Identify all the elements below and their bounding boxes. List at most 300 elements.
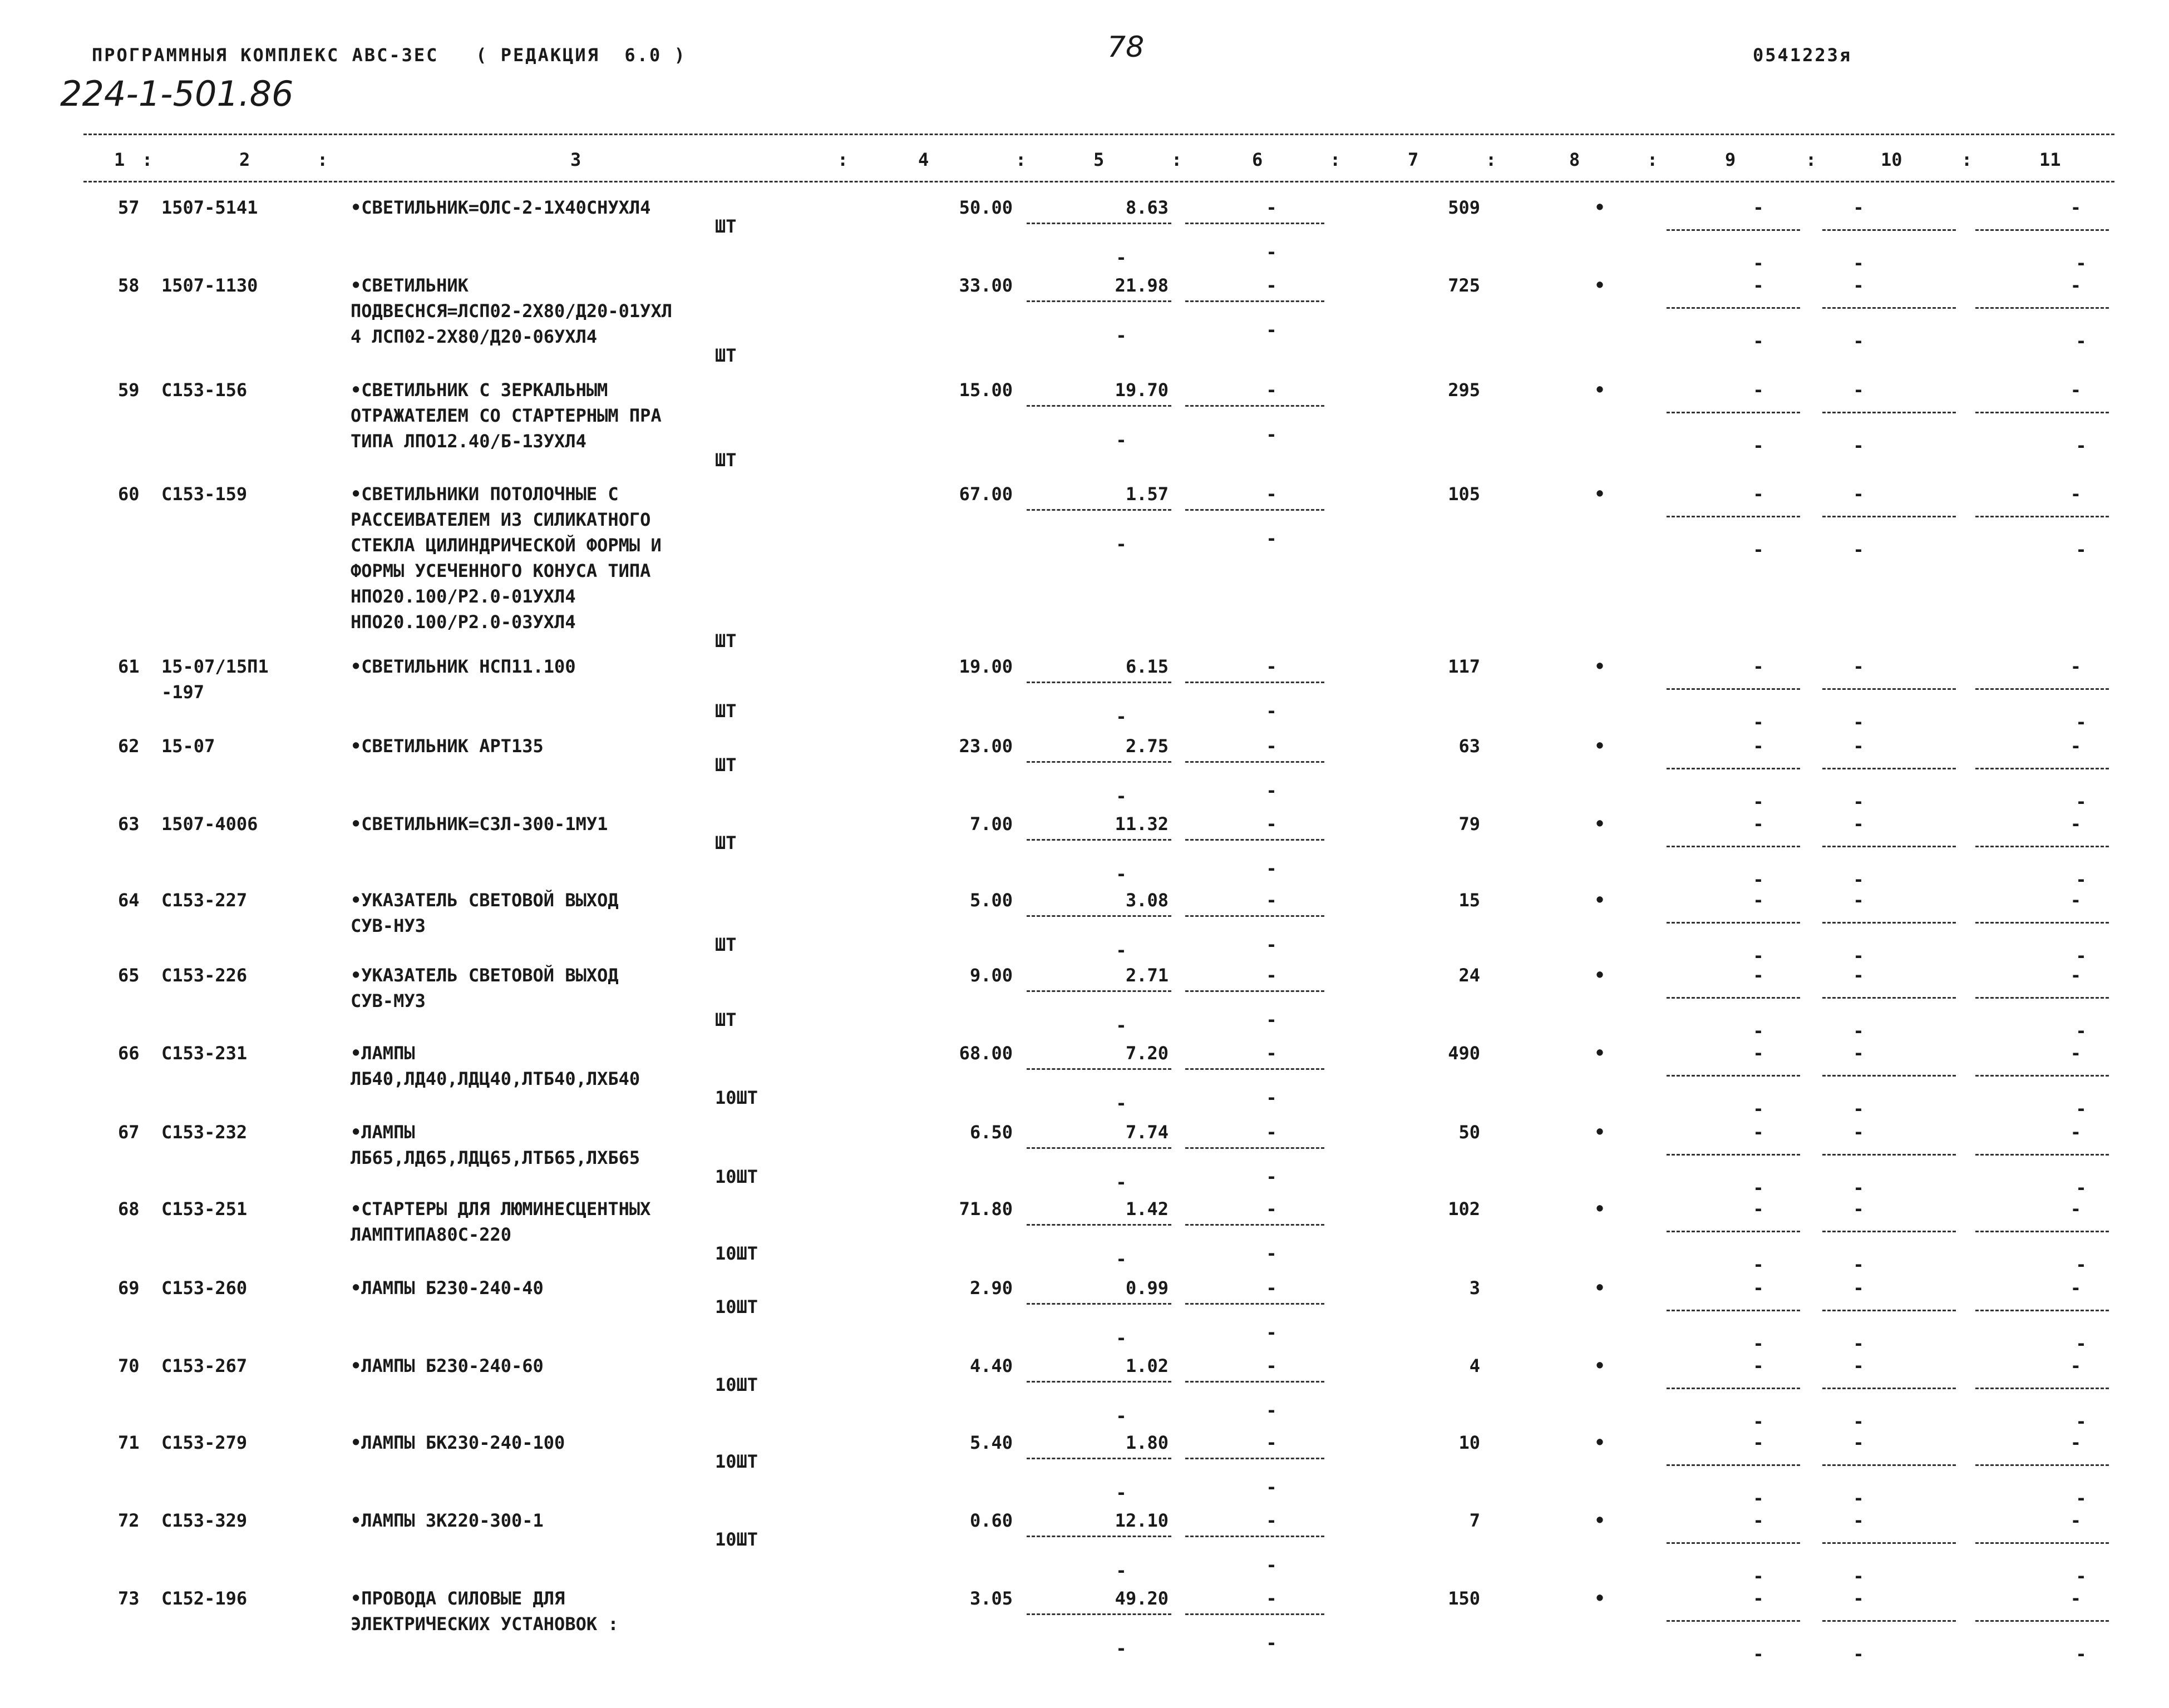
sub-dash: - [1853, 1020, 1864, 1041]
cell-c5: 7.74 [1125, 1122, 1169, 1143]
cell-c5: 2.71 [1125, 965, 1169, 986]
table-top-border [83, 134, 2114, 135]
cell-c7: 295 [1448, 379, 1480, 401]
sub-dash: - [2076, 435, 2087, 456]
sub-dash: - [1853, 1098, 1864, 1119]
cell-c9: - [1753, 813, 1764, 835]
cell-c5: 11.32 [1115, 813, 1169, 835]
row-separator [1185, 1224, 1324, 1226]
item-name: •СТАРТЕРЫ ДЛЯ ЛЮМИНЕСЦЕНТНЫХ [351, 1198, 651, 1220]
row-separator [1185, 990, 1324, 992]
row-separator [1667, 1620, 1800, 1622]
cell-c6: - [1266, 1122, 1277, 1143]
unit-label: ШТ [715, 216, 737, 237]
cell-c4: 3.05 [969, 1588, 1013, 1609]
row-separator [1667, 1154, 1800, 1156]
sub-dash: - [2076, 253, 2087, 274]
cell-c10: - [1853, 890, 1864, 911]
cell-c6: - [1266, 1588, 1277, 1609]
cell-c5: 2.75 [1125, 735, 1169, 757]
row-number: 61 [118, 656, 140, 677]
row-separator [1667, 307, 1800, 309]
row-separator [1975, 229, 2109, 231]
cell-c6: - [1266, 890, 1277, 911]
row-separator [1975, 1154, 2109, 1156]
sub-dash: - [2076, 712, 2087, 733]
document-page: ПРОГРАММНЫЯ КОМПЛЕКС АВС-ЗЕС ( РЕДАКЦИЯ 6.0 ) 78 0541223я 224-1-501.86 1 : 2 : 3 : 4 : 5 : 6 : 7 : 8 : 9 : 10 : 11 57 1507-5141 •СВЕТИЛЬНИК=ОЛС-2-1Х40СНУХЛ4 ШТ 50.00 8.63 - 509 • - - - - - - - - 58 1507-1130 •СВЕТИЛЬНИК ПОДВЕСНСЯ=ЛСП02-2Х80/Д20-01УХЛ 4 ЛСП02-2Х80/Д20-06УХЛ4 ШТ 33.00 21.98 - 725 • - - - - - - - - 59 С153-156 •СВЕТИЛЬНИК С ЗЕРКАЛЬНЫМ ОТРАЖАТЕЛЕМ СО СТАРТЕРНЫМ ПРА ТИПА ЛПО12.40/Б-13УХЛ4 ШТ 15.00 19.70 - 295 • - - - - - - - - 60 С153-159 •СВЕТИЛЬНИКИ ПОТОЛОЧНЫЕ С РАССЕИВАТЕЛЕМ ИЗ СИЛИКАТНОГО СТЕКЛА ЦИЛИНДРИЧЕСКОЙ ФОРМЫ И ФОРМЫ УСЕЧЕННОГО КОНУСА ТИПА НПО20.100/Р2.0-01УХЛ4 НПО20.100/Р2.0-03УХЛ4 ШТ 67.00 1.57 - 105 • - - - - - - - - 61 15-07/15П1 -197 •СВЕТИЛЬНИК НСП11.100 ШТ 19.00 6.15 - 117 • - - - - - - - - 62 15-07 •СВЕТИЛЬНИК АРТ135 ШТ 23.00 2.75 - 63 • - - - - - - - - 63 1507-4006 •СВЕТИЛЬНИК=С3Л-300-1МУ1 ШТ 7.00 11.32 - 79 • - - - - - - - - 64 С153-227 •УКАЗАТЕЛЬ СВЕТОВОЙ ВЫХОД СУВ-НУЗ ШТ 5.00 3.08 - 15 • - - - - - - - - 65 С153-226 •УКАЗАТЕЛЬ СВЕТОВОЙ ВЫХОД СУВ-МУЗ ШТ 9.00 2.71 - 24 • - - - - - - - - 66 С153-231 •ЛАМПЫ ЛБ40,ЛД40,ЛДЦ40,ЛТБ40,ЛХБ40 10ШТ 68.00 7.20 - 490 • - - - - - - - - 67 С153-232 •ЛАМПЫ ЛБ65,ЛД65,ЛДЦ65,ЛТБ65,ЛХБ65 10ШТ 6.50 7.74 - 50 • - - - - - - - - 68 С153-251 •СТАРТЕРЫ ДЛЯ ЛЮМИНЕСЦЕНТНЫХ ЛАМПТИПА80С-220 10ШТ 71.80 1.42 - 102 • - - - - - - - - 69 С153-260 •ЛАМПЫ Б230-240-40 10ШТ 2.90 0.99 - 3 • - - - - - - - - 70 С153-267 •ЛАМПЫ Б230-240-60 10ШТ 4.40 1.02 - 4 • - - - - - - - - 71 С153-279 •ЛАМПЫ БК230-240-100 10ШТ 5.40 1.80 - 10 • - - - - - - - - 72 С153-329 •ЛАМПЫ ЗК220-300-1 10ШТ 0.60 12.10 - 7 • - - - - - - - - 73 С152-196 •ПРОВОДА СИЛОВЫЕ ДЛЯ ЭЛЕКТРИЧЕСКИХ УСТАНОВОК : 3.05 49.20 - 150 • - - - - - - - - [0, 0, 2169, 1708]
sub-dash: - [1853, 1488, 1864, 1509]
cell-c8: • [1594, 965, 1605, 986]
sub-dash: - [1116, 1093, 1127, 1114]
row-number: 63 [118, 813, 140, 835]
item-name: •СВЕТИЛЬНИК АРТ135 [351, 735, 544, 757]
cell-c7: 490 [1448, 1043, 1480, 1064]
row-separator [1822, 412, 1956, 413]
column-header: 2 [239, 149, 250, 170]
row-separator [1667, 1075, 1800, 1077]
sub-dash: - [1853, 1411, 1864, 1432]
cell-c6: - [1266, 1043, 1277, 1064]
program-title: ПРОГРАММНЫЯ КОМПЛЕКС АВС-ЗЕС ( РЕДАКЦИЯ 6.0 ) [92, 45, 687, 66]
item-name: ЛБ65,ЛД65,ЛДЦ65,ЛТБ65,ЛХБ65 [351, 1147, 640, 1168]
sub-dash: - [1853, 539, 1864, 560]
cell-c4: 5.40 [969, 1432, 1013, 1453]
column-header: 8 [1569, 149, 1580, 170]
row-separator [1027, 223, 1171, 224]
item-name: ФОРМЫ УСЕЧЕННОГО КОНУСА ТИПА [351, 560, 651, 581]
item-code: С153-267 [161, 1355, 248, 1376]
column-header: 6 [1252, 149, 1263, 170]
cell-c10: - [1853, 813, 1864, 835]
row-separator [1822, 1542, 1956, 1544]
row-separator [1027, 839, 1171, 841]
cell-c5: 12.10 [1115, 1510, 1169, 1531]
sub-dash: - [1116, 863, 1127, 885]
sub-dash: - [1266, 1009, 1277, 1030]
column-header: 11 [2039, 149, 2061, 170]
cell-c8: • [1594, 483, 1605, 505]
row-separator [1185, 1458, 1324, 1459]
item-code: С153-260 [161, 1277, 248, 1299]
cell-c4: 68.00 [959, 1043, 1013, 1064]
cell-c11: - [2070, 197, 2081, 218]
cell-c5: 3.08 [1125, 890, 1169, 911]
cell-c5: 1.42 [1125, 1198, 1169, 1220]
row-separator [1185, 300, 1324, 302]
cell-c8: • [1594, 1510, 1605, 1531]
cell-c10: - [1853, 1277, 1864, 1299]
cell-c9: - [1753, 379, 1764, 401]
row-separator [1975, 846, 2109, 847]
row-separator [1027, 1147, 1171, 1149]
cell-c6: - [1266, 813, 1277, 835]
column-header: 5 [1093, 149, 1105, 170]
sub-dash: - [1266, 1166, 1277, 1187]
sub-dash: - [1266, 241, 1277, 263]
cell-c11: - [2070, 1355, 2081, 1376]
cell-c9: - [1753, 1432, 1764, 1453]
cell-c9: - [1753, 483, 1764, 505]
cell-c6: - [1266, 735, 1277, 757]
column-header: 1 [114, 149, 125, 170]
cell-c11: - [2070, 483, 2081, 505]
item-name: ПОДВЕСНСЯ=ЛСП02-2Х80/Д20-01УХЛ [351, 300, 672, 322]
row-separator [1975, 1464, 2109, 1466]
row-separator [1975, 1542, 2109, 1544]
row-number: 60 [118, 483, 140, 505]
row-separator [1822, 688, 1956, 690]
row-separator [1975, 768, 2109, 769]
sub-dash: - [1753, 1098, 1764, 1119]
item-name: •СВЕТИЛЬНИК НСП11.100 [351, 656, 576, 677]
sub-dash: - [1753, 330, 1764, 352]
unit-label: ШТ [715, 700, 737, 722]
item-name: СУВ-НУЗ [351, 915, 426, 936]
row-separator [1185, 761, 1324, 763]
sub-dash: - [1116, 1015, 1127, 1036]
row-separator [1667, 688, 1800, 690]
header-bottom-border [83, 181, 2114, 182]
row-number: 69 [118, 1277, 140, 1299]
row-separator [1185, 915, 1324, 917]
column-header: 10 [1881, 149, 1902, 170]
page-number: 78 [1107, 31, 1145, 64]
sub-dash: - [2076, 1177, 2087, 1198]
sub-dash: - [1116, 1172, 1127, 1193]
row-separator [1027, 1381, 1171, 1383]
sub-dash: - [2076, 1020, 2087, 1041]
sub-dash: - [2076, 539, 2087, 560]
sub-dash: - [1266, 424, 1277, 445]
sub-dash: - [1266, 934, 1277, 955]
sub-dash: - [1266, 319, 1277, 340]
sub-dash: - [1116, 940, 1127, 961]
cell-c10: - [1853, 1588, 1864, 1609]
cell-c9: - [1753, 1510, 1764, 1531]
row-separator [1667, 846, 1800, 847]
cell-c9: - [1753, 1198, 1764, 1220]
sub-dash: - [1753, 869, 1764, 890]
item-code: С153-159 [161, 483, 248, 505]
sub-dash: - [1116, 325, 1127, 346]
cell-c5: 19.70 [1115, 379, 1169, 401]
row-separator [1027, 990, 1171, 992]
sub-dash: - [1116, 247, 1127, 268]
sub-dash: - [1753, 1020, 1764, 1041]
unit-label: ШТ [715, 1009, 737, 1030]
row-separator [1822, 1464, 1956, 1466]
unit-label: 10ШТ [715, 1243, 758, 1264]
row-separator [1185, 1613, 1324, 1615]
sub-dash: - [1266, 528, 1277, 549]
cell-c5: 7.20 [1125, 1043, 1169, 1064]
unit-label: ШТ [715, 934, 737, 955]
sub-dash: - [1853, 791, 1864, 812]
unit-label: 10ШТ [715, 1087, 758, 1108]
cell-c8: • [1594, 735, 1605, 757]
item-code: 1507-1130 [161, 275, 258, 296]
item-name: ЛАМПТИПА80С-220 [351, 1224, 511, 1245]
row-number: 71 [118, 1432, 140, 1453]
sub-dash: - [1853, 330, 1864, 352]
unit-label: 10ШТ [715, 1374, 758, 1395]
cell-c8: • [1594, 1277, 1605, 1299]
sub-dash: - [1853, 869, 1864, 890]
cell-c9: - [1753, 656, 1764, 677]
item-name: ЛБ40,ЛД40,ЛДЦ40,ЛТБ40,ЛХБ40 [351, 1068, 640, 1089]
cell-c8: • [1594, 813, 1605, 835]
item-code: С153-279 [161, 1432, 248, 1453]
cell-c8: • [1594, 1588, 1605, 1609]
row-separator [1185, 405, 1324, 407]
sub-dash: - [1116, 430, 1127, 451]
row-separator [1667, 997, 1800, 999]
item-name: •СВЕТИЛЬНИКИ ПОТОЛОЧНЫЕ С [351, 483, 619, 505]
item-name: •СВЕТИЛЬНИК С ЗЕРКАЛЬНЫМ [351, 379, 608, 401]
cell-c7: 15 [1458, 890, 1480, 911]
cell-c5: 0.99 [1125, 1277, 1169, 1299]
sub-dash: - [1853, 1177, 1864, 1198]
row-separator [1667, 1542, 1800, 1544]
sub-dash: - [1753, 1643, 1764, 1665]
sub-dash: - [1753, 1566, 1764, 1587]
row-separator [1822, 1231, 1956, 1232]
row-separator [1027, 1303, 1171, 1305]
sub-dash: - [1116, 706, 1127, 727]
cell-c6: - [1266, 1355, 1277, 1376]
sub-dash: - [1116, 1405, 1127, 1426]
cell-c8: • [1594, 890, 1605, 911]
row-separator [1027, 1068, 1171, 1070]
sub-dash: - [1116, 786, 1127, 807]
sub-dash: - [1853, 1254, 1864, 1275]
item-name: •ПРОВОДА СИЛОВЫЕ ДЛЯ [351, 1588, 565, 1609]
cell-c6: - [1266, 656, 1277, 677]
item-name: НПО20.100/Р2.0-03УХЛ4 [351, 611, 576, 633]
sub-dash: - [2076, 869, 2087, 890]
cell-c11: - [2070, 890, 2081, 911]
cell-c7: 24 [1458, 965, 1480, 986]
cell-c4: 5.00 [969, 890, 1013, 911]
cell-c4: 7.00 [969, 813, 1013, 835]
sub-dash: - [2076, 1643, 2087, 1665]
row-separator [1667, 516, 1800, 517]
sub-dash: - [1853, 1643, 1864, 1665]
row-separator [1027, 915, 1171, 917]
cell-c7: 102 [1448, 1198, 1480, 1220]
sub-dash: - [1753, 1488, 1764, 1509]
item-name: ОТРАЖАТЕЛЕМ СО СТАРТЕРНЫМ ПРА [351, 405, 662, 426]
column-header: 4 [918, 149, 929, 170]
item-code: С153-156 [161, 379, 248, 401]
row-separator [1027, 1536, 1171, 1537]
sub-dash: - [1266, 1632, 1277, 1653]
cell-c9: - [1753, 965, 1764, 986]
sub-dash: - [1853, 712, 1864, 733]
item-code: С153-251 [161, 1198, 248, 1220]
sub-dash: - [1753, 1333, 1764, 1354]
sub-dash: - [1116, 1482, 1127, 1503]
row-number: 66 [118, 1043, 140, 1064]
row-separator [1027, 682, 1171, 683]
cell-c6: - [1266, 1432, 1277, 1453]
row-separator [1027, 509, 1171, 511]
unit-label: ШТ [715, 630, 737, 651]
sub-dash: - [2076, 1566, 2087, 1587]
cell-c4: 23.00 [959, 735, 1013, 757]
row-separator [1185, 1303, 1324, 1305]
cell-c9: - [1753, 1355, 1764, 1376]
cell-c10: - [1853, 656, 1864, 677]
row-number: 58 [118, 275, 140, 296]
sub-dash: - [1753, 945, 1764, 966]
sub-dash: - [1753, 1411, 1764, 1432]
cell-c9: - [1753, 890, 1764, 911]
sub-dash: - [1853, 945, 1864, 966]
row-separator [1667, 229, 1800, 231]
sub-dash: - [1753, 539, 1764, 560]
cell-c5: 1.57 [1125, 483, 1169, 505]
row-separator [1027, 1613, 1171, 1615]
row-separator [1822, 307, 1956, 309]
sub-dash: - [2076, 1098, 2087, 1119]
row-separator [1975, 688, 2109, 690]
cell-c10: - [1853, 483, 1864, 505]
cell-c6: - [1266, 965, 1277, 986]
row-separator [1185, 223, 1324, 224]
item-name: •СВЕТИЛЬНИК [351, 275, 469, 296]
sub-dash: - [1853, 1566, 1864, 1587]
cell-c6: - [1266, 197, 1277, 218]
cell-c9: - [1753, 1043, 1764, 1064]
sub-dash: - [1266, 1322, 1277, 1343]
sub-dash: - [2076, 1488, 2087, 1509]
item-code: С152-196 [161, 1588, 248, 1609]
sub-dash: - [1266, 1087, 1277, 1108]
cell-c6: - [1266, 483, 1277, 505]
cell-c11: - [2070, 1510, 2081, 1531]
row-number: 65 [118, 965, 140, 986]
sub-dash: - [1266, 1243, 1277, 1264]
item-name: •СВЕТИЛЬНИК=ОЛС-2-1Х40СНУХЛ4 [351, 197, 651, 218]
cell-c11: - [2070, 656, 2081, 677]
cell-c5: 1.02 [1125, 1355, 1169, 1376]
sub-dash: - [1753, 712, 1764, 733]
cell-c11: - [2070, 275, 2081, 296]
item-name: •УКАЗАТЕЛЬ СВЕТОВОЙ ВЫХОД [351, 890, 619, 911]
cell-c6: - [1266, 379, 1277, 401]
cell-c10: - [1853, 965, 1864, 986]
cell-c10: - [1853, 1043, 1864, 1064]
item-name: СТЕКЛА ЦИЛИНДРИЧЕСКОЙ ФОРМЫ И [351, 535, 662, 556]
sub-dash: - [2076, 330, 2087, 352]
cell-c8: • [1594, 197, 1605, 218]
row-number: 64 [118, 890, 140, 911]
cell-c11: - [2070, 379, 2081, 401]
item-code: С153-227 [161, 890, 248, 911]
cell-c8: • [1594, 1122, 1605, 1143]
row-separator [1975, 307, 2109, 309]
item-code: -197 [161, 682, 205, 703]
row-separator [1822, 922, 1956, 924]
item-name: •ЛАМПЫ [351, 1122, 415, 1143]
item-name: СУВ-МУЗ [351, 990, 426, 1011]
row-separator [1822, 229, 1956, 231]
row-separator [1185, 1381, 1324, 1383]
unit-label: 10ШТ [715, 1451, 758, 1472]
sub-dash: - [1853, 435, 1864, 456]
cell-c9: - [1753, 197, 1764, 218]
column-header: 9 [1725, 149, 1736, 170]
item-name: •УКАЗАТЕЛЬ СВЕТОВОЙ ВЫХОД [351, 965, 619, 986]
cell-c8: • [1594, 379, 1605, 401]
row-number: 68 [118, 1198, 140, 1220]
item-name: НПО20.100/Р2.0-01УХЛ4 [351, 586, 576, 607]
unit-label: ШТ [715, 345, 737, 366]
sub-dash: - [1116, 1560, 1127, 1581]
row-separator [1667, 1388, 1800, 1389]
row-separator [1975, 1310, 2109, 1311]
cell-c11: - [2070, 1122, 2081, 1143]
item-code: С153-226 [161, 965, 248, 986]
cell-c11: - [2070, 1198, 2081, 1220]
row-number: 57 [118, 197, 140, 218]
cell-c7: 50 [1458, 1122, 1480, 1143]
cell-c9: - [1753, 1277, 1764, 1299]
row-separator [1822, 1388, 1956, 1389]
sub-dash: - [1116, 534, 1127, 555]
unit-label: ШТ [715, 832, 737, 853]
cell-c7: 105 [1448, 483, 1480, 505]
row-separator [1185, 839, 1324, 841]
sub-dash: - [1116, 1638, 1127, 1659]
cell-c10: - [1853, 1355, 1864, 1376]
row-separator [1822, 997, 1956, 999]
item-name: •ЛАМПЫ БК230-240-100 [351, 1432, 565, 1453]
column-header: 3 [570, 149, 581, 170]
cell-c11: - [2070, 813, 2081, 835]
doc-code: 0541223я [1753, 45, 1852, 66]
cell-c7: 509 [1448, 197, 1480, 218]
sub-dash: - [1266, 780, 1277, 801]
cell-c11: - [2070, 735, 2081, 757]
sub-dash: - [2076, 1333, 2087, 1354]
cell-c6: - [1266, 1510, 1277, 1531]
row-separator [1667, 1464, 1800, 1466]
cell-c4: 0.60 [969, 1510, 1013, 1531]
row-number: 67 [118, 1122, 140, 1143]
cell-c4: 2.90 [969, 1277, 1013, 1299]
cell-c4: 19.00 [959, 656, 1013, 677]
row-separator [1822, 768, 1956, 769]
row-separator [1667, 922, 1800, 924]
row-number: 70 [118, 1355, 140, 1376]
unit-label: 10ШТ [715, 1166, 758, 1187]
row-separator [1975, 516, 2109, 517]
row-separator [1822, 1310, 1956, 1311]
cell-c10: - [1853, 735, 1864, 757]
row-separator [1822, 1075, 1956, 1077]
cell-c10: - [1853, 1432, 1864, 1453]
cell-c11: - [2070, 1277, 2081, 1299]
cell-c5: 21.98 [1115, 275, 1169, 296]
row-separator [1822, 1154, 1956, 1156]
row-number: 72 [118, 1510, 140, 1531]
cell-c11: - [2070, 965, 2081, 986]
cell-c10: - [1853, 379, 1864, 401]
item-code: С153-232 [161, 1122, 248, 1143]
cell-c4: 9.00 [969, 965, 1013, 986]
